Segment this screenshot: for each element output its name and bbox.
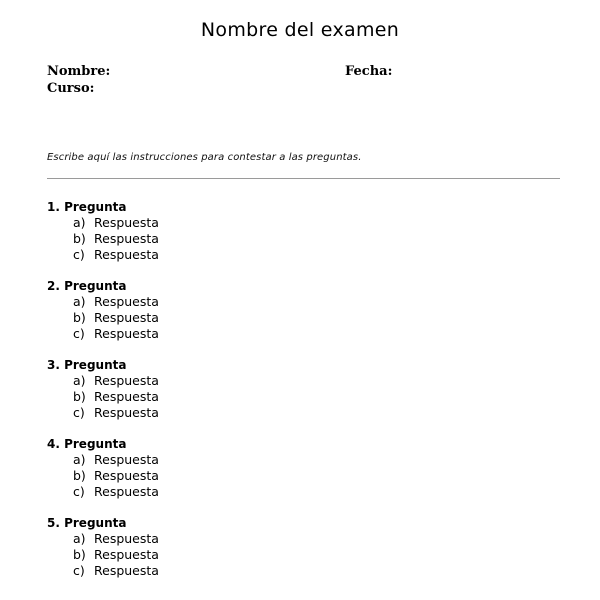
exam-title: Nombre del examen bbox=[200, 19, 400, 41]
answer-letter: b) bbox=[73, 310, 86, 325]
answer-text: Respuesta bbox=[94, 310, 159, 325]
answer-text: Respuesta bbox=[94, 452, 159, 467]
answer-option bbox=[47, 563, 557, 579]
answer-letter: c) bbox=[73, 484, 85, 499]
answer-text: Respuesta bbox=[94, 547, 159, 562]
answer-option bbox=[47, 484, 557, 500]
answer-option bbox=[47, 468, 557, 484]
question-heading: 3. Pregunta bbox=[47, 358, 127, 372]
answer-text: Respuesta bbox=[94, 231, 159, 246]
answer-option bbox=[47, 389, 557, 405]
answer-option bbox=[47, 231, 557, 247]
answer-text: Respuesta bbox=[94, 405, 159, 420]
answer-letter: a) bbox=[73, 373, 86, 388]
answer-text: Respuesta bbox=[94, 389, 159, 404]
answer-option bbox=[47, 531, 557, 547]
question-list bbox=[47, 199, 557, 594]
question-4 bbox=[47, 436, 557, 500]
answer-option bbox=[47, 547, 557, 563]
answer-option bbox=[47, 452, 557, 468]
question-2 bbox=[47, 278, 557, 342]
answer-letter: a) bbox=[73, 452, 86, 467]
answer-letter: c) bbox=[73, 326, 85, 341]
question-heading: 5. Pregunta bbox=[47, 516, 127, 530]
answer-option bbox=[47, 215, 557, 231]
question-1 bbox=[47, 199, 557, 263]
answer-text: Respuesta bbox=[94, 563, 159, 578]
answer-letter: b) bbox=[73, 468, 86, 483]
answer-text: Respuesta bbox=[94, 373, 159, 388]
answer-option bbox=[47, 247, 557, 263]
answer-option bbox=[47, 310, 557, 326]
nombre-label: Nombre: bbox=[47, 64, 111, 79]
answer-option bbox=[47, 373, 557, 389]
question-5 bbox=[47, 515, 557, 579]
answer-letter: a) bbox=[73, 294, 86, 309]
instructions-text: Escribe aquí las instrucciones para contestar a las preguntas. bbox=[47, 152, 362, 163]
answer-option bbox=[47, 326, 557, 342]
fecha-label: Fecha: bbox=[345, 64, 393, 79]
answer-letter: c) bbox=[73, 247, 85, 262]
question-heading: 2. Pregunta bbox=[47, 279, 127, 293]
answer-option bbox=[47, 405, 557, 421]
answer-letter: a) bbox=[73, 531, 86, 546]
question-heading: 4. Pregunta bbox=[47, 437, 127, 451]
curso-label: Curso: bbox=[47, 81, 95, 96]
question-3 bbox=[47, 357, 557, 421]
answer-text: Respuesta bbox=[94, 484, 159, 499]
answer-text: Respuesta bbox=[94, 468, 159, 483]
answer-option bbox=[47, 294, 557, 310]
answer-letter: b) bbox=[73, 547, 86, 562]
answer-text: Respuesta bbox=[94, 215, 159, 230]
answer-letter: c) bbox=[73, 563, 85, 578]
answer-text: Respuesta bbox=[94, 326, 159, 341]
question-heading: 1. Pregunta bbox=[47, 200, 127, 214]
answer-letter: b) bbox=[73, 231, 86, 246]
answer-letter: c) bbox=[73, 405, 85, 420]
separator-line bbox=[47, 178, 560, 179]
answer-text: Respuesta bbox=[94, 294, 159, 309]
answer-letter: b) bbox=[73, 389, 86, 404]
answer-text: Respuesta bbox=[94, 247, 159, 262]
answer-letter: a) bbox=[73, 215, 86, 230]
answer-text: Respuesta bbox=[94, 531, 159, 546]
